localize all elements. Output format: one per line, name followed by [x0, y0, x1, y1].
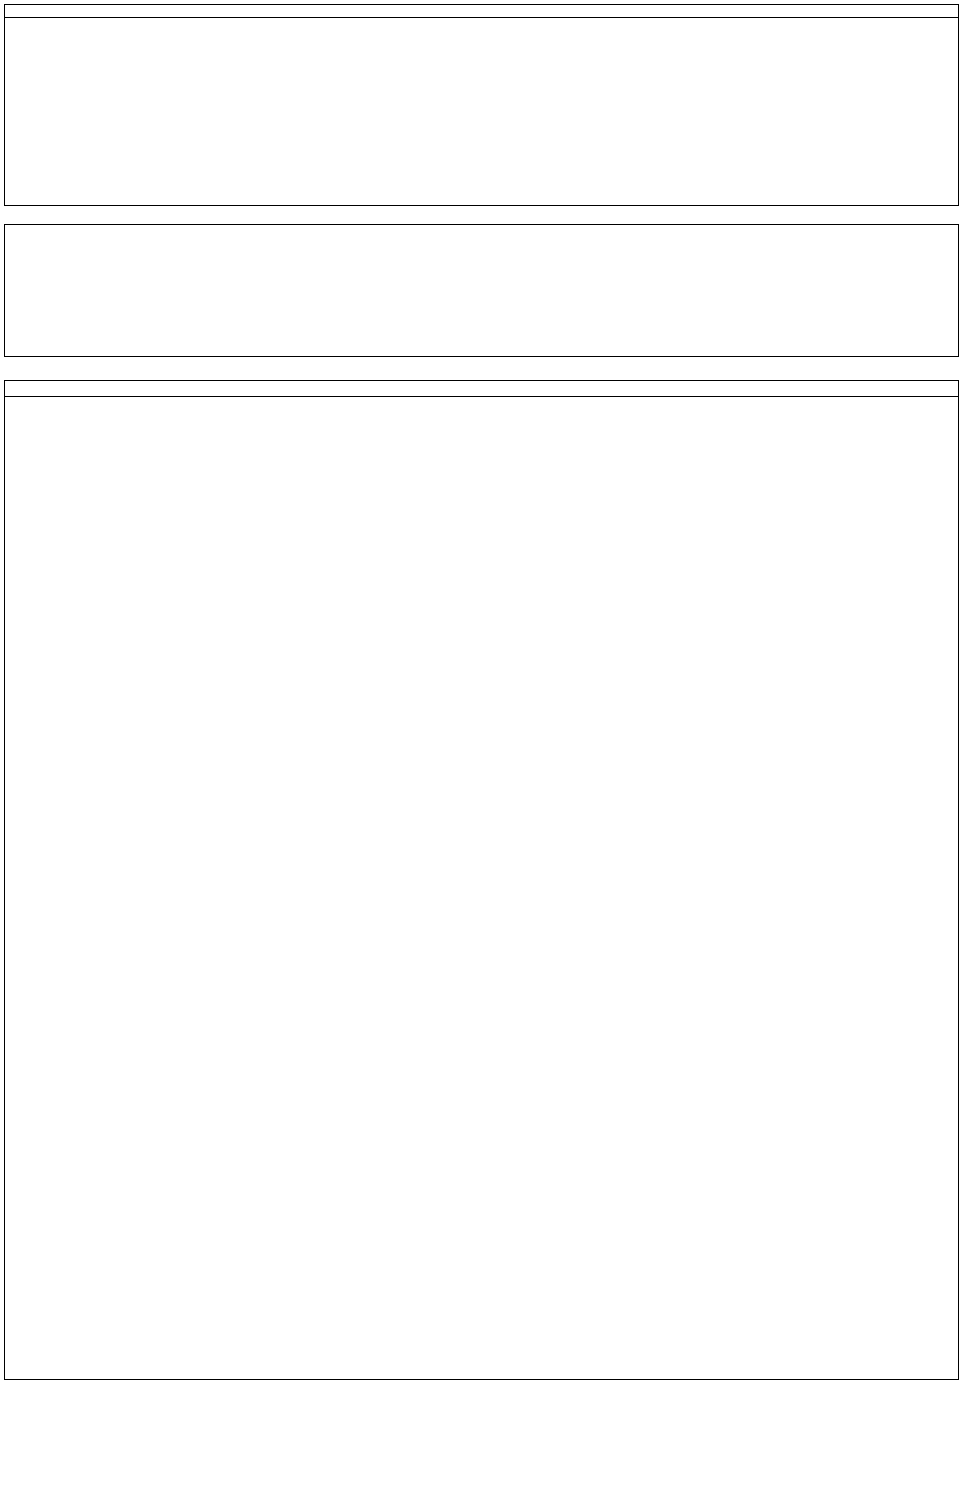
- header-divider: [4, 396, 959, 397]
- column-header-row-2: [4, 380, 959, 394]
- section-box: [4, 224, 959, 357]
- top-calc-table: [4, 4, 959, 206]
- column-header-row: [4, 4, 959, 18]
- positions-table: [4, 380, 959, 1380]
